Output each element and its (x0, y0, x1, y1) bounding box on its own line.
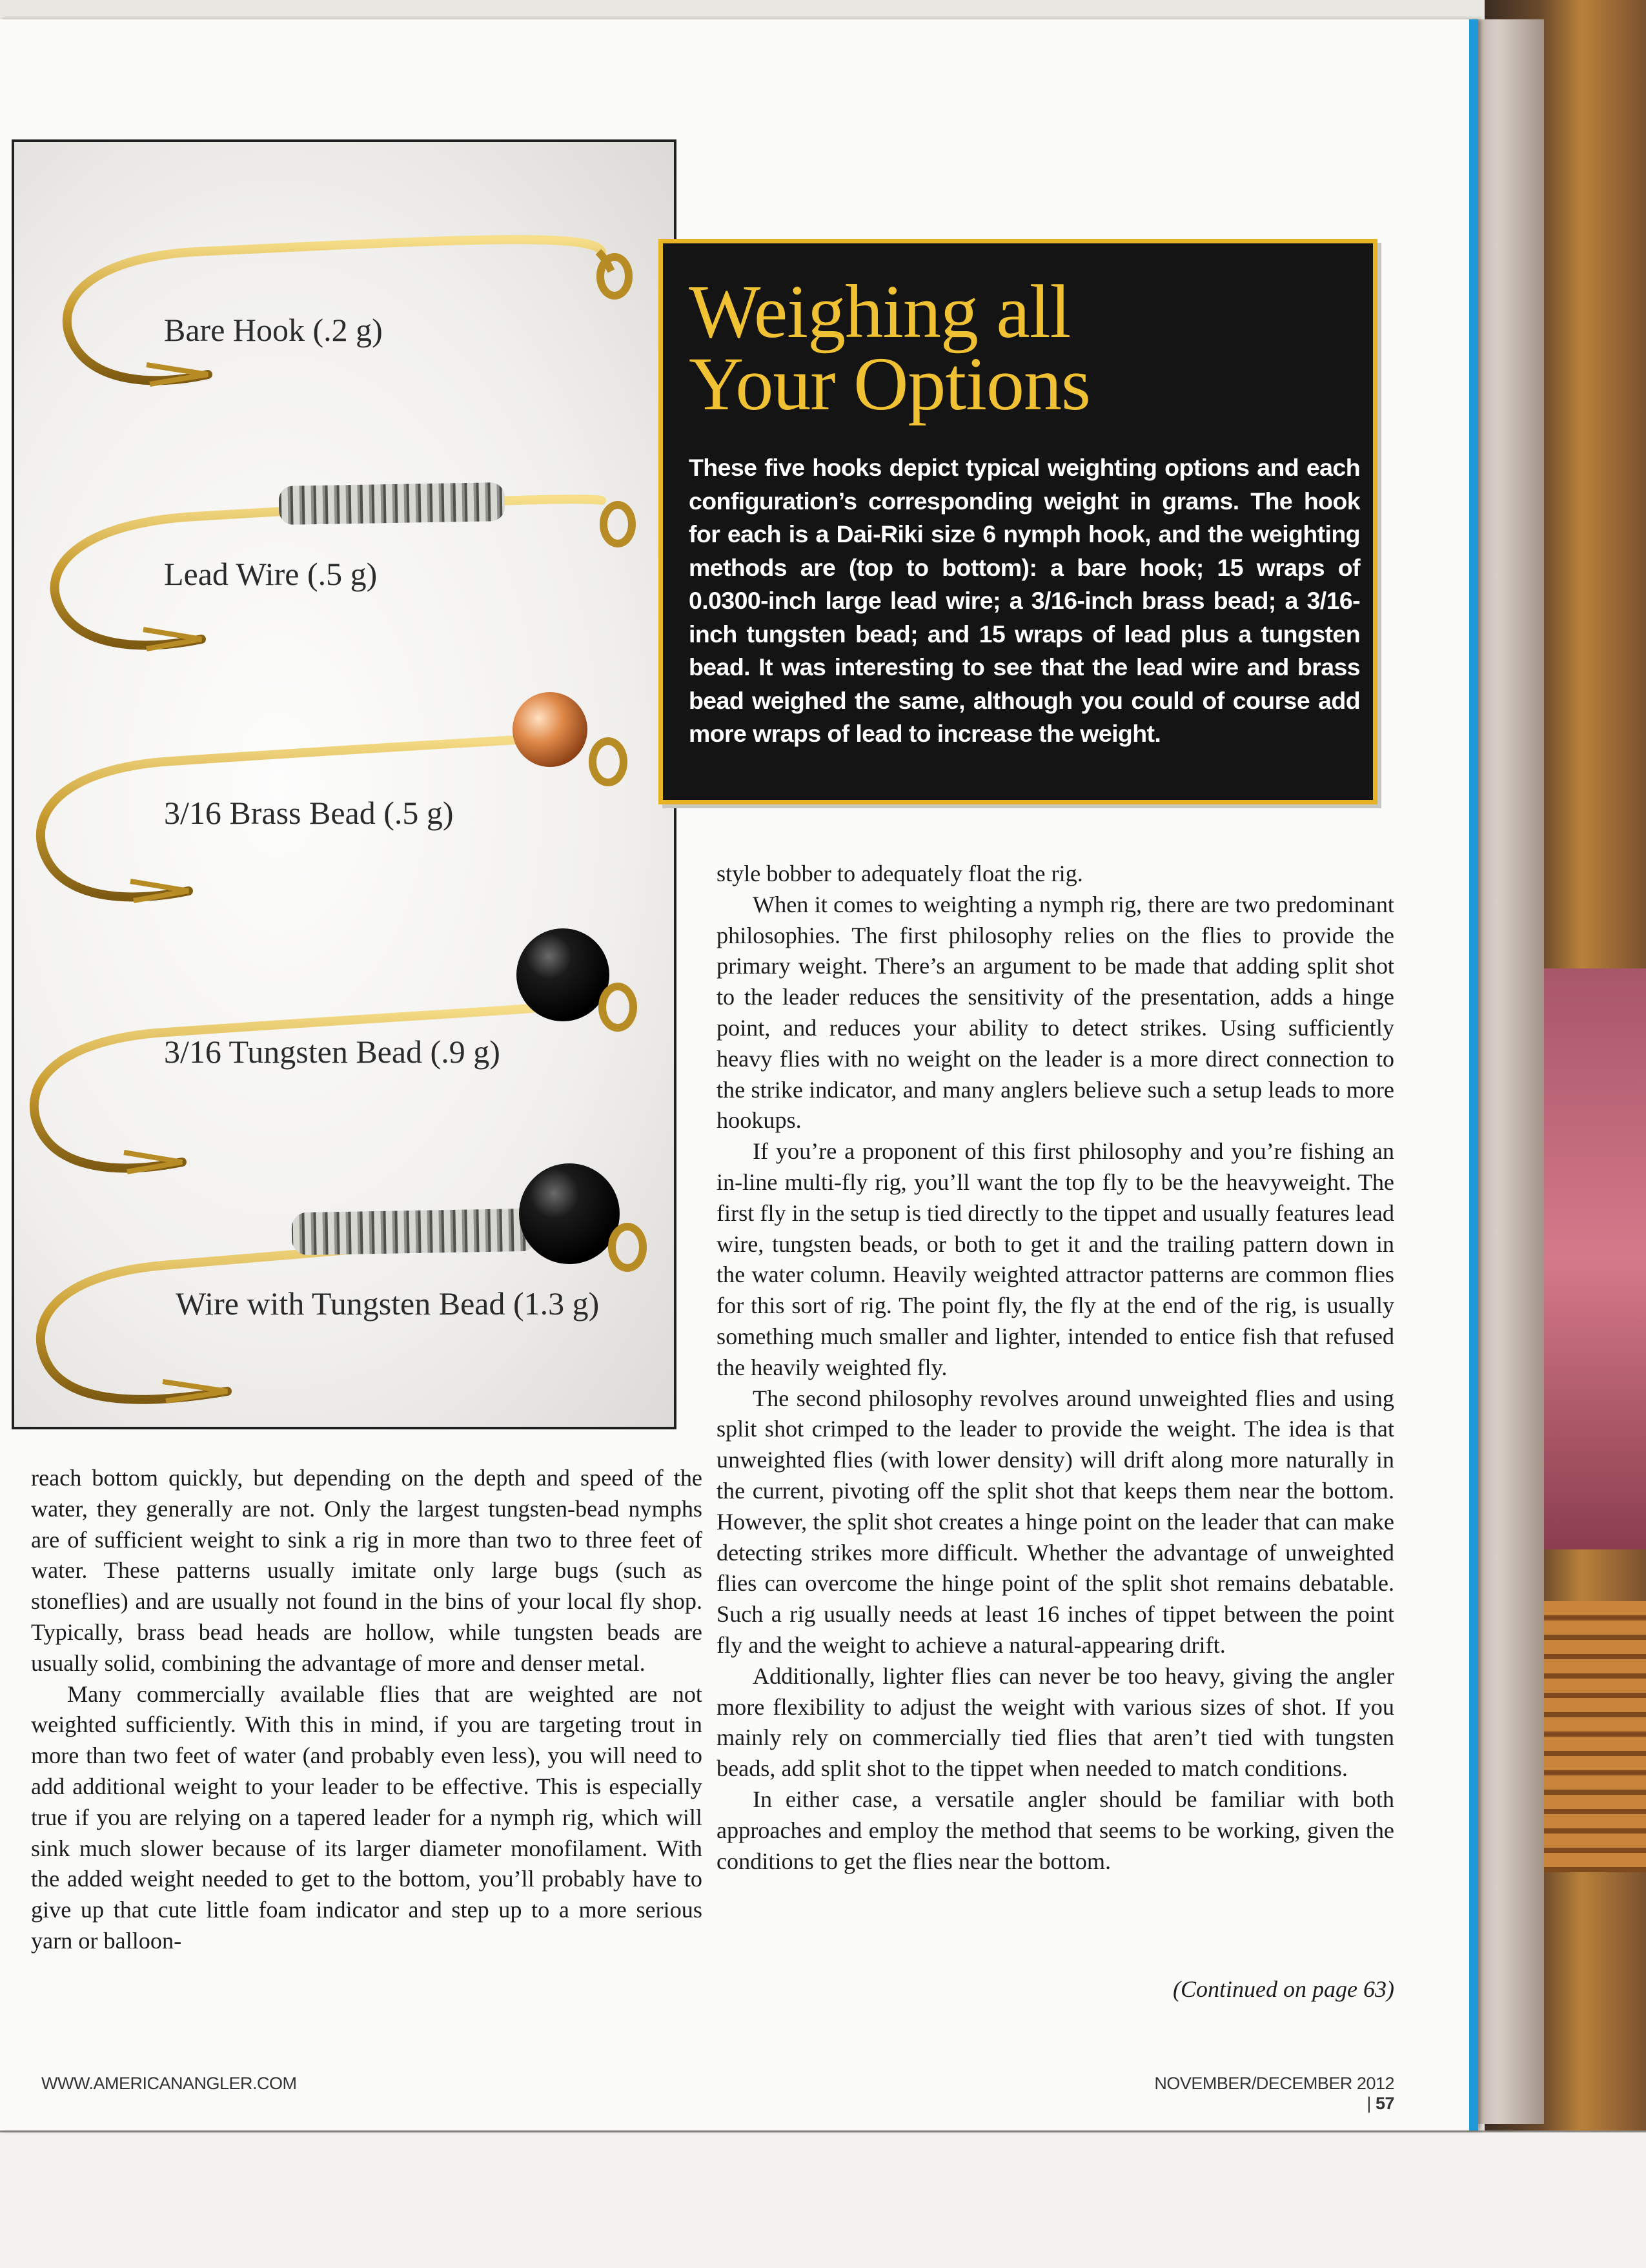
footer-website: WWW.AMERICANANGLER.COM (41, 2074, 297, 2093)
scanner-bed (0, 2130, 1646, 2268)
paragraph: Many commercially available flies that are weighted are not weighted sufficiently. With this in mind, if you are targeting trout in more than two feet of water (and probably even less), you will need to add additional weight to your leader to be effective. This is especially true if you are relying on a tapered leader for a nymph rig, which will sink much slower because of its larger diameter monofilament. With the added weight needed to get to the bottom, you’ll probably have to give up that cute little foam indicator and step up to a more serious yarn or balloon- (31, 1681, 702, 1954)
article-column-right (716, 859, 1394, 1877)
footer-issue-date: NOVEMBER/DECEMBER 2012 (1154, 2074, 1394, 2093)
hook-label-wire-tungsten: Wire with Tungsten Bead (1.3 g) (176, 1285, 600, 1322)
paragraph: reach bottom quickly, but depending on the depth and speed of the water, they generally are not. Only the largest tungsten-bead nymphs are of sufficient weight to sink a rig in more than two to three feet of water. These patterns usually imitate only large bugs (such as stoneflies) and are usually not found in the bins of your local fly shop. Typically, brass bead heads are hollow, while tungsten beads are usually solid, combining the advantage of more and denser metal. (31, 1465, 702, 1676)
hook-label-brass-bead: 3/16 Brass Bead (.5 g) (164, 795, 454, 831)
footer-separator: | (1367, 2094, 1371, 2113)
hook-label-tungsten-bead: 3/16 Tungsten Bead (.9 g) (164, 1034, 500, 1070)
page-number: 57 (1375, 2094, 1394, 2113)
page-edge-stripe (1469, 19, 1478, 2130)
sidebar-body: These five hooks depict typical weighting options and each configuration’s corresponding weight in grams. The hook for each is a Dai-Riki size 6 nymph hook, and the weighting methods are (top to bottom): a bare hook; 15 wraps of 0.0300-inch large lead wire; a 3/16-inch brass bead; a 3/16-inch tungsten bead; and 15 wraps of lead plus a tungsten bead. It was interesting to see that the lead wire and brass bead weighed the same, although you could of course add more wraps of lead to increase the weight. (689, 454, 1360, 747)
paragraph: The second philosophy revolves around unweighted flies and using split shot crimped to the leader to provide the weight. The idea is that unweighted flies (with lower density) will drift along more naturally in the current, pivoting off the split shot that keeps them near the bottom. However, the split shot creates a hinge point on the leader that can make detecting strikes more difficult. Whether the advantage of unweighted flies can overcome the hinge point of the split shot remains debatable. Such a rig usually needs at least 16 inches of tippet between the point fly and the weight to achieve a natural-appearing drift. (716, 1385, 1394, 1658)
paragraph: In either case, a versatile angler should be familiar with both approaches and employ the method that seems to be working, given the conditions to get the flies near the bottom. (716, 1786, 1394, 1874)
paragraph: style bobber to adequately float the rig. (716, 861, 1083, 886)
hook-label-lead-wire: Lead Wire (.5 g) (164, 556, 378, 592)
sidebar-title-line1: Weighing all (689, 269, 1071, 354)
sidebar-title (689, 269, 1334, 426)
paragraph: When it comes to weighting a nymph rig, there are two predominant philosophies. The first philosophy relies on the flies to provide the primary weight. There’s an argument to be made that adding split shot to the leader reduces the sensitivity of the presentation, adds a hinge point, and reduces your ability to detect strikes. Using sufficiently heavy flies with no weight on the leader is a more direct connection to the strike indicator, and many anglers believe such a setup leads to more hookups. (716, 891, 1394, 1134)
hook-comparison-photo (12, 139, 676, 1429)
wire-tungsten-hook (41, 1163, 643, 1401)
sidebar-title-line2: Your Options (689, 342, 1090, 426)
magazine-page (0, 19, 1478, 2130)
continued-note: (Continued on page 63) (1173, 1976, 1394, 2002)
paragraph: If you’re a proponent of this first philosophy and you’re fishing an in-line multi-fly rig, you’ll want the top fly to be the heavyweight. The first fly in the setup is tied directly to the tippet and usually features lead wire, tungsten beads, or both to get it and the trailing pattern down in the water column. Heavily weighted attractor patterns are common flies for this sort of rig. The point fly, the fly at the end of the rig, is usually something much smaller and lighter, intended to entice fish that refused the heavily weighted fly. (716, 1138, 1394, 1380)
paragraph: Additionally, lighter flies can never be too heavy, giving the angler more flexibility to adjust the weight with various sizes of shot. If you mainly rely on commercially tied flies that aren’t tied with tungsten beads, add split shot to the tippet when needed to match conditions. (716, 1662, 1394, 1782)
hook-label-bare: Bare Hook (.2 g) (164, 312, 383, 348)
article-column-left (31, 1463, 702, 1957)
footer-issue (1149, 2074, 1394, 2114)
sidebar-box (658, 239, 1377, 804)
